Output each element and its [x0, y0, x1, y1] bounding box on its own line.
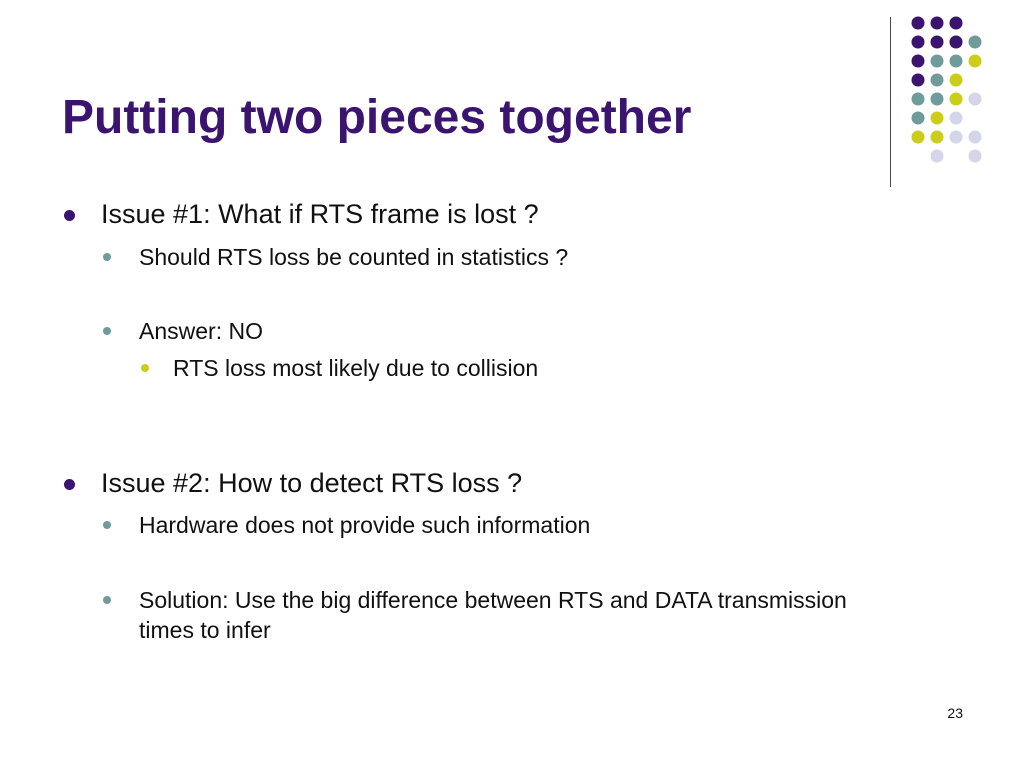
decorative-dot: [969, 55, 982, 68]
bullet-text: Should RTS loss be counted in statistics ?: [139, 244, 569, 270]
bullet-text: RTS loss most likely due to collision: [173, 355, 539, 381]
sub-sub-bullet-collision: [141, 353, 538, 383]
sub-bullet-hardware: [103, 510, 863, 540]
decorative-dot: [969, 36, 982, 49]
decorative-dot: [950, 112, 963, 125]
bullet-marker: [103, 521, 111, 529]
decorative-dot: [931, 55, 944, 68]
sub-bullet-answer: [103, 316, 863, 346]
decorative-dot: [912, 74, 925, 87]
bullet-text: Solution: Use the big difference between RTS and DATA transmission times to infer: [139, 587, 847, 643]
bullet-text: Issue #2: How to detect RTS loss ?: [101, 468, 523, 498]
bullet-issue-2: [64, 468, 522, 499]
sub-bullet-solution: [103, 585, 863, 645]
bullet-marker: [64, 210, 75, 221]
bullet-issue-1: [64, 199, 539, 230]
decorative-dot: [950, 55, 963, 68]
bullet-text: Answer: NO: [139, 318, 263, 344]
bullet-text: Issue #1: What if RTS frame is lost ?: [101, 199, 539, 229]
sub-bullet-rts-statistics: [103, 242, 863, 272]
bullet-marker: [64, 479, 75, 490]
decorative-dot: [950, 36, 963, 49]
decorative-dot: [931, 131, 944, 144]
slide-title: Putting two pieces together: [62, 91, 692, 144]
bullet-marker: [141, 364, 149, 372]
decorative-dot: [950, 17, 963, 30]
decorative-dot: [931, 93, 944, 106]
decorative-dot: [969, 150, 982, 163]
bullet-marker: [103, 327, 111, 335]
title-divider-line: [890, 17, 891, 187]
decorative-dot: [931, 74, 944, 87]
decorative-dot: [912, 93, 925, 106]
decorative-dot: [931, 112, 944, 125]
decorative-dot: [950, 74, 963, 87]
decorative-dot: [912, 36, 925, 49]
bullet-text: Hardware does not provide such information: [139, 512, 591, 538]
decorative-dot: [931, 150, 944, 163]
decorative-dot: [931, 17, 944, 30]
decorative-dot: [969, 131, 982, 144]
decorative-dot: [969, 93, 982, 106]
decorative-dot: [950, 131, 963, 144]
decorative-dot: [912, 112, 925, 125]
decorative-dot: [950, 93, 963, 106]
decorative-dot: [912, 131, 925, 144]
bullet-marker: [103, 596, 111, 604]
decorative-dot: [912, 55, 925, 68]
page-number: 23: [947, 705, 963, 721]
decorative-dot: [931, 36, 944, 49]
decorative-dot: [912, 17, 925, 30]
bullet-marker: [103, 253, 111, 261]
